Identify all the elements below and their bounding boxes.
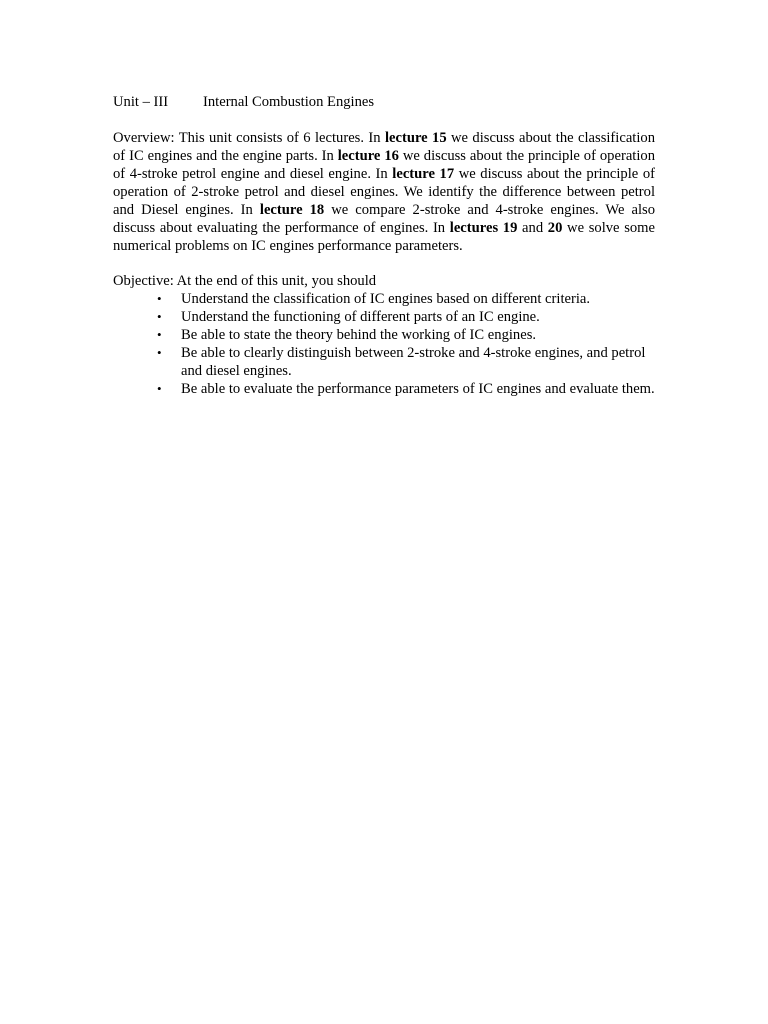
overview-text: and [517, 220, 548, 236]
objective-item [113, 326, 655, 344]
objective-item-text: Understand the functioning of different parts of an IC engine. [181, 309, 540, 325]
document-page [113, 93, 655, 398]
bullet-icon: • [157, 309, 162, 324]
objective-intro: Objective: At the end of this unit, you should [113, 273, 377, 289]
overview-text: we discuss about the principle of operation of 2-stroke petrol and diesel engines. We identify the difference between petrol and Diesel engines. In [113, 166, 655, 218]
objective-item-text: Be able to evaluate the performance parameters of IC engines and evaluate them. [181, 381, 655, 397]
overview-text: we discuss about the principle of operation of 4-stroke petrol engine and diesel engine. In [113, 148, 656, 182]
overview-paragraph [113, 129, 655, 255]
lecture-ref: lecture 16 [337, 148, 399, 164]
overview-text: we solve some numerical problems on IC engines performance parameters. [113, 220, 655, 254]
objective-item-text: Understand the classification of IC engines based on different criteria. [181, 291, 591, 307]
objective-item-text: Be able to state the theory behind the working of IC engines. [181, 327, 537, 343]
bullet-icon: • [157, 381, 162, 396]
unit-heading [113, 93, 655, 111]
objective-item-text: Be able to clearly distinguish between 2-stroke and 4-stroke engines, and petrol and diesel engines. [181, 345, 646, 379]
overview-text: we discuss about the classification of IC engines and the engine parts. In [113, 130, 655, 164]
lecture-ref: lecture 15 [384, 130, 447, 146]
unit-label: Unit – III [113, 94, 169, 110]
bullet-icon: • [157, 327, 162, 342]
lecture-ref: lectures 19 [449, 220, 518, 236]
overview-text: we compare 2-stroke and 4-stroke engines. We also discuss about evaluating the performance of engines. In [113, 202, 656, 236]
objective-item [113, 344, 655, 380]
objective-item [113, 380, 655, 398]
bullet-icon: • [157, 345, 162, 360]
unit-title: Internal Combustion Engines [203, 94, 375, 110]
objective-item [113, 290, 655, 308]
overview-text: Overview: This unit consists of 6 lectures. In [113, 130, 385, 146]
objective-list [113, 290, 655, 398]
objective-item [113, 308, 655, 326]
lecture-ref: lecture 17 [392, 166, 455, 182]
bullet-icon: • [157, 291, 162, 306]
lecture-ref: 20 [547, 220, 563, 236]
lecture-ref: lecture 18 [259, 202, 325, 218]
